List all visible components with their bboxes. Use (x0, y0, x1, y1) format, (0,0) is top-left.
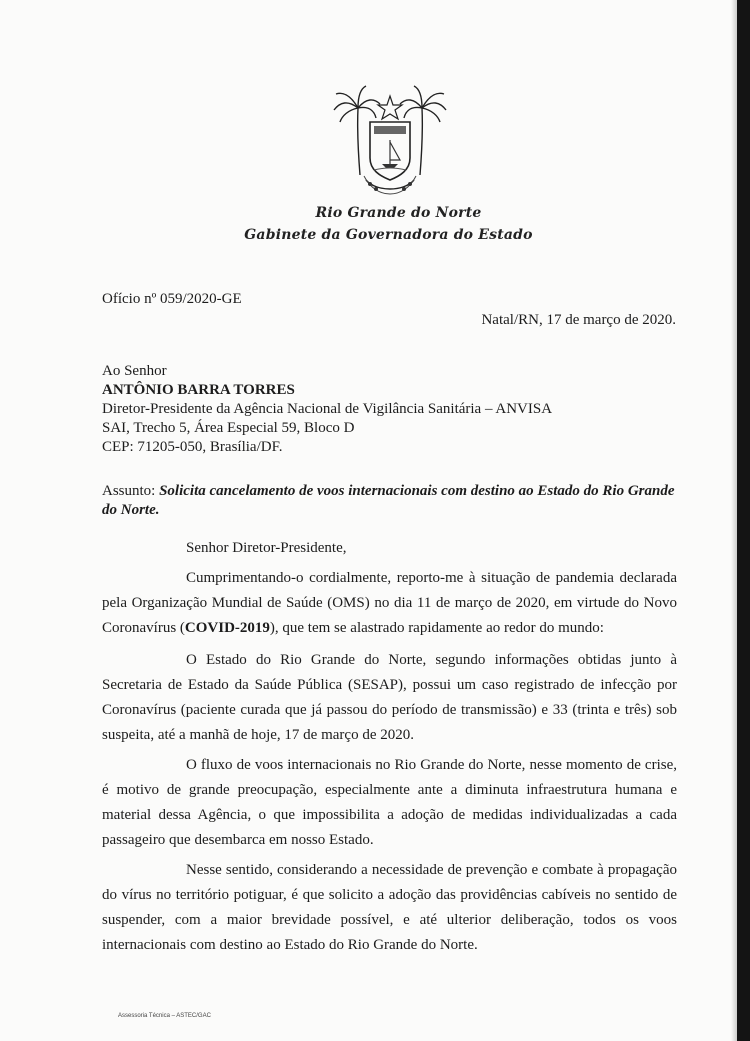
paragraph-1 (102, 566, 677, 641)
subject-line (102, 482, 677, 520)
office-name-heading: Gabinete da Governadora do Estado (244, 227, 533, 243)
subject-label: Assunto: (102, 483, 156, 499)
recipient-cep: CEP: 71205-050, Brasília/DF. (102, 439, 283, 455)
recipient-title: Diretor-Presidente da Agência Nacional de Vigilância Sanitária – ANVISA (102, 401, 553, 417)
page-edge-shadow (731, 0, 737, 1041)
paragraph-2: O Estado do Rio Grande do Norte, segundo informações obtidas junto à Secretaria de Estado da Saúde Pública (SESAP), possui um caso registrado de infecção por Coronavírus (paciente curada que já passou do período de transmissão) e 33 (trinta e três) sob suspeita, até a manhã de hoje, 17 de março de 2020. (102, 652, 677, 743)
covid-label: COVID-2019 (184, 620, 270, 636)
recipient-block (102, 362, 552, 457)
greeting: Senhor Diretor-Presidente, (186, 540, 347, 556)
subject-text: Solicita cancelamento de voos internacionais com destino ao Estado do Rio Grande do Norte. (102, 483, 675, 518)
place-date: Natal/RN, 17 de março de 2020. (481, 312, 676, 328)
oficio-number: Ofício nº 059/2020-GE (102, 291, 242, 307)
paragraph-1-text: Cumprimentando-o cordialmente, reporto-me à situação de pandemia declarada pela Organização Mundial de Saúde (OMS) no dia 11 de março de 2020, em virtude do Novo Coronavírus ( (102, 570, 677, 636)
paragraph-1-end: ), que tem se alastrado rapidamente ao redor do mundo: (269, 620, 604, 636)
paragraph-3: O fluxo de voos internacionais no Rio Grande do Norte, nesse momento de crise, é motivo de grande preocupação, especialmente ante a diminuta infraestrutura humana e material dessa Agência, o que impossibilita a adoção de medidas individualizadas a cada passageiro que desembarca em nosso Estado. (102, 757, 677, 848)
recipient-salutation: Ao Senhor (102, 363, 167, 379)
recipient-name: ANTÔNIO BARRA TORRES (102, 382, 295, 398)
state-coat-of-arms (330, 80, 450, 202)
paragraph-4: Nesse sentido, considerando a necessidade de prevenção e combate à propagação do vírus no território potiguar, é que solicito a adoção das providências cabíveis no sentido de suspender, com a maior brevidade possível, e até ulterior deliberação, todos os voos internacionais com destino ao Estado do Rio Grande do Norte. (102, 862, 677, 953)
state-name-heading: Rio Grande do Norte (315, 205, 482, 221)
recipient-address: SAI, Trecho 5, Área Especial 59, Bloco D (102, 420, 355, 436)
footer-text: Assessoria Técnica – ASTEC/GAC (118, 1013, 211, 1019)
